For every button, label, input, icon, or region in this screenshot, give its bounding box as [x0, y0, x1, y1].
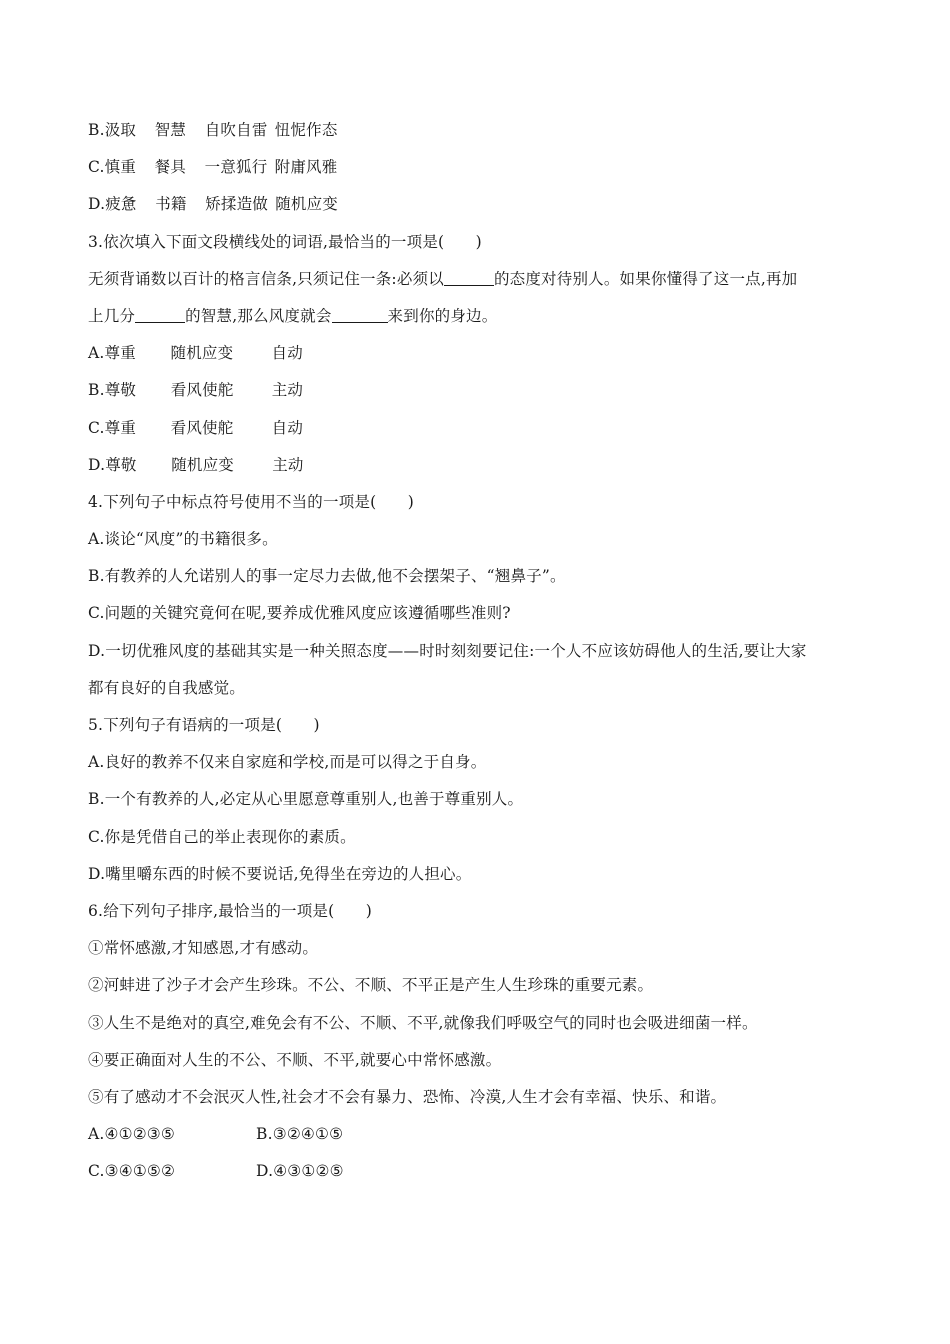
- q5-option-b: B.一个有教养的人,必定从心里愿意尊重别人,也善于尊重别人。: [88, 790, 524, 809]
- q6-options-row-2: [88, 1153, 868, 1190]
- q5-option-c: C.你是凭借自己的举止表现你的素质。: [88, 827, 356, 846]
- q6-sentence-4: ④要正确面对人生的不公、不顺、不平,就要心中常怀感激。: [88, 1050, 502, 1069]
- q3-option-c: [88, 410, 868, 447]
- q2-option-c: [88, 149, 868, 186]
- answer-blank[interactable]: [332, 306, 388, 323]
- option-word: 矫揉造做: [205, 195, 269, 214]
- option-word: 主动: [271, 381, 304, 400]
- q6-sentence-3: ③人生不是绝对的真空,难免会有不公、不顺、不平,就像我们呼吸空气的同时也会吸进细菌一样。: [88, 1013, 758, 1032]
- q4-stem: 4.下列句子中标点符号使用不当的一项是( ): [88, 492, 414, 511]
- passage-text: 的态度对待别人。如果你懂得了这一点,再加: [493, 269, 798, 288]
- option-label: D.: [88, 455, 106, 474]
- q6-sentence-1: ①常怀感激,才知感恩,才有感动。: [88, 939, 319, 958]
- option-word: 随机应变: [171, 455, 235, 474]
- option-label: C.: [88, 418, 105, 437]
- passage-text: 来到你的身边。: [387, 306, 498, 325]
- q6-option-b: B.③②④①⑤: [256, 1125, 344, 1144]
- q4-option-d: D.一切优雅风度的基础其实是一种关照态度——时时刻刻要记住:一个人不应该妨碍他人的生活,要让大家: [88, 641, 807, 660]
- option-word: 自动: [271, 344, 303, 363]
- q2-option-b: [88, 112, 868, 149]
- q4-option-d-cont: 都有良好的自我感觉。: [88, 678, 246, 697]
- passage-text: 的智慧,那么风度就会: [185, 306, 332, 325]
- option-label: D.: [88, 195, 106, 214]
- q3-option-b: [88, 372, 868, 409]
- option-word: 主动: [272, 455, 304, 474]
- option-word: 疲惫: [105, 195, 137, 214]
- option-word: 附庸风雅: [274, 158, 338, 177]
- q5-option-d: D.嘴里嚼东西的时候不要说话,免得坐在旁边的人担心。: [88, 864, 472, 883]
- worksheet-page: [88, 112, 868, 1190]
- q3-passage-line-1: [88, 261, 868, 298]
- q3-passage-line-2: [88, 298, 868, 335]
- answer-blank[interactable]: [135, 306, 185, 323]
- option-word: 看风使舵: [170, 418, 234, 437]
- answer-blank[interactable]: [444, 269, 494, 286]
- passage-text: 无须背诵数以百计的格言信条,只须记住一条:必须以: [88, 269, 444, 288]
- q4-option-a: A.谈论“风度”的书籍很多。: [88, 530, 278, 549]
- q4-option-b: B.有教养的人允诺别人的事一定尽力去做,他不会摆架子、“翘鼻子”。: [88, 567, 566, 586]
- option-label: A.: [88, 344, 105, 363]
- option-word: 随机应变: [275, 195, 339, 214]
- option-word: 尊敬: [104, 381, 137, 400]
- q6-options-row-1: [88, 1116, 868, 1153]
- passage-text: 上几分: [88, 306, 136, 325]
- q5-option-a: A.良好的教养不仅来自家庭和学校,而是可以得之于自身。: [88, 753, 487, 772]
- q4-option-c: C.问题的关键究竟何在呢,要养成优雅风度应该遵循哪些准则?: [88, 604, 511, 623]
- option-word: 尊重: [104, 418, 137, 437]
- option-word: 忸怩作态: [274, 121, 338, 139]
- option-word: 自吹自雷: [204, 121, 268, 139]
- option-word: 智慧: [154, 121, 187, 139]
- option-word: 看风使舵: [170, 381, 234, 400]
- option-word: 餐具: [154, 158, 187, 177]
- option-word: 随机应变: [170, 344, 234, 363]
- option-word: 一意狐行: [204, 158, 268, 177]
- q6-option-d: D.④③①②⑤: [256, 1162, 344, 1181]
- option-word: 尊重: [104, 344, 136, 363]
- q3-stem: 3.依次填入下面文段横线处的词语,最恰当的一项是( ): [88, 232, 482, 251]
- q3-option-d: [88, 447, 868, 484]
- q6-stem: 6.给下列句子排序,最恰当的一项是( ): [88, 901, 373, 920]
- q5-stem: 5.下列句子有语病的一项是( ): [88, 716, 320, 734]
- option-word: 自动: [271, 418, 304, 437]
- option-label: B.: [88, 381, 105, 400]
- q6-option-a: A.④①②③⑤: [88, 1125, 175, 1144]
- option-word: 书籍: [155, 195, 187, 214]
- option-word: 慎重: [104, 158, 137, 177]
- q2-option-d: [88, 186, 868, 223]
- option-word: 汲取: [104, 121, 137, 139]
- q3-option-a: [88, 335, 868, 372]
- q6-sentence-2: ②河蚌进了沙子才会产生珍珠。不公、不顺、不平正是产生人生珍珠的重要元素。: [88, 976, 654, 995]
- option-word: 尊敬: [105, 455, 137, 474]
- option-label: B.: [88, 121, 105, 139]
- q6-option-c: C.③④①⑤②: [88, 1162, 176, 1181]
- option-label: C.: [88, 158, 105, 177]
- q6-sentence-5: ⑤有了感动才不会泯灭人性,社会才不会有暴力、恐怖、冷漠,人生才会有幸福、快乐、和谐。: [88, 1087, 727, 1106]
